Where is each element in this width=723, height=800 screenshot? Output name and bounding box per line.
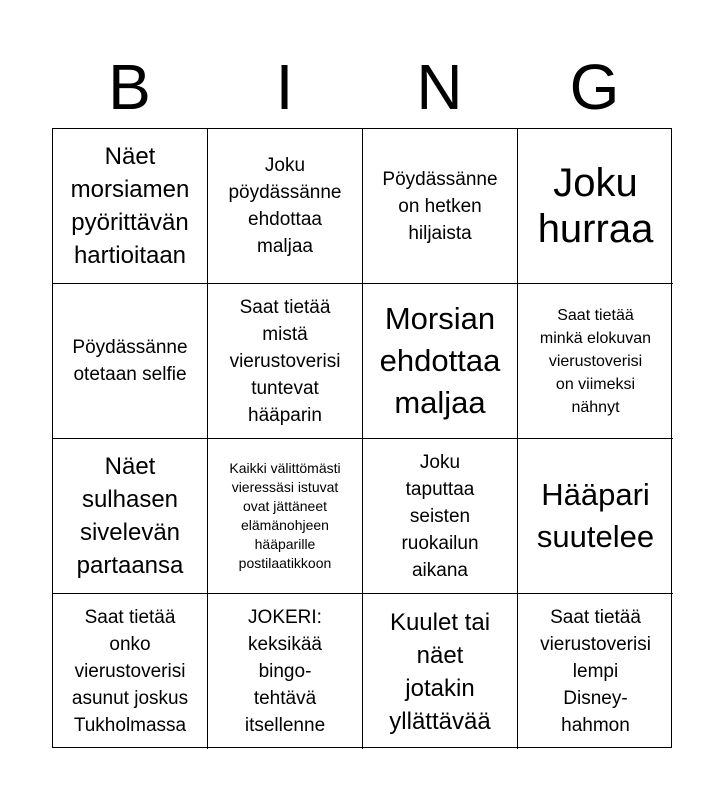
header-letter-b: B [108, 51, 151, 123]
bingo-cell [53, 284, 208, 439]
bingo-cell [363, 284, 518, 439]
header-letter-g: G [569, 51, 620, 123]
bingo-cell-text: Hääpari suutelee [536, 477, 655, 554]
bingo-cell [518, 284, 673, 439]
bingo-cell [208, 129, 363, 284]
bingo-cell-text: Morsian ehdottaa maljaa [379, 301, 501, 420]
bingo-cell-text: Kuulet tai näet jotakin yllättävää [389, 608, 491, 735]
bingo-cell-text: Saat tietää vierustoverisi lempi Disney- hahmon [540, 607, 651, 736]
bingo-cell [363, 439, 518, 594]
bingo-cell [518, 594, 673, 749]
bingo-cell-text: Joku taputtaa seisten ruokailun aikana [401, 451, 479, 581]
bingo-card-grid [52, 128, 672, 748]
bingo-cell [208, 284, 363, 439]
bingo-cell [208, 594, 363, 749]
bingo-cell-text: Joku pöydässänne ehdottaa maljaa [228, 155, 342, 257]
bingo-cell-text: JOKERI: keksikää bingo- tehtävä itsellenne [244, 607, 326, 736]
bingo-cell-text: Saat tietää onko vierustoverisi asunut joskus Tukholmassa [71, 607, 189, 736]
bingo-cell-text: Pöydässänne on hetken hiljaista [382, 168, 498, 244]
bingo-cell [518, 129, 673, 284]
header-letter-n: N [416, 51, 463, 123]
bingo-cell [53, 439, 208, 594]
bingo-cell-text: Pöydässänne otetaan selfie [72, 337, 188, 385]
bingo-cell [518, 439, 673, 594]
bingo-cell [363, 594, 518, 749]
bingo-cell [208, 439, 363, 594]
header-letter-i: I [275, 51, 294, 123]
bingo-cell [53, 594, 208, 749]
bingo-cell-text: Saat tietää mistä vierustoverisi tuntevat hääparin [229, 296, 341, 426]
bingo-cell [53, 129, 208, 284]
bingo-cell-text: Näet sulhasen sivelevän partaansa [76, 453, 184, 579]
bingo-header [52, 52, 672, 122]
bingo-cell-text: Näet morsiamen pyörittävän hartioitaan [70, 143, 190, 269]
bingo-cell-text: Kaikki välittömästi vieressäsi istuvat ovat jättäneet elämänohjeen hääparille postilaatikkoon [229, 460, 341, 571]
bingo-cell-text: Joku hurraa [537, 161, 654, 251]
bingo-cell [363, 129, 518, 284]
bingo-cell-text: Saat tietää minkä elokuvan vierustoverisi on viimeksi nähnyt [539, 306, 652, 416]
